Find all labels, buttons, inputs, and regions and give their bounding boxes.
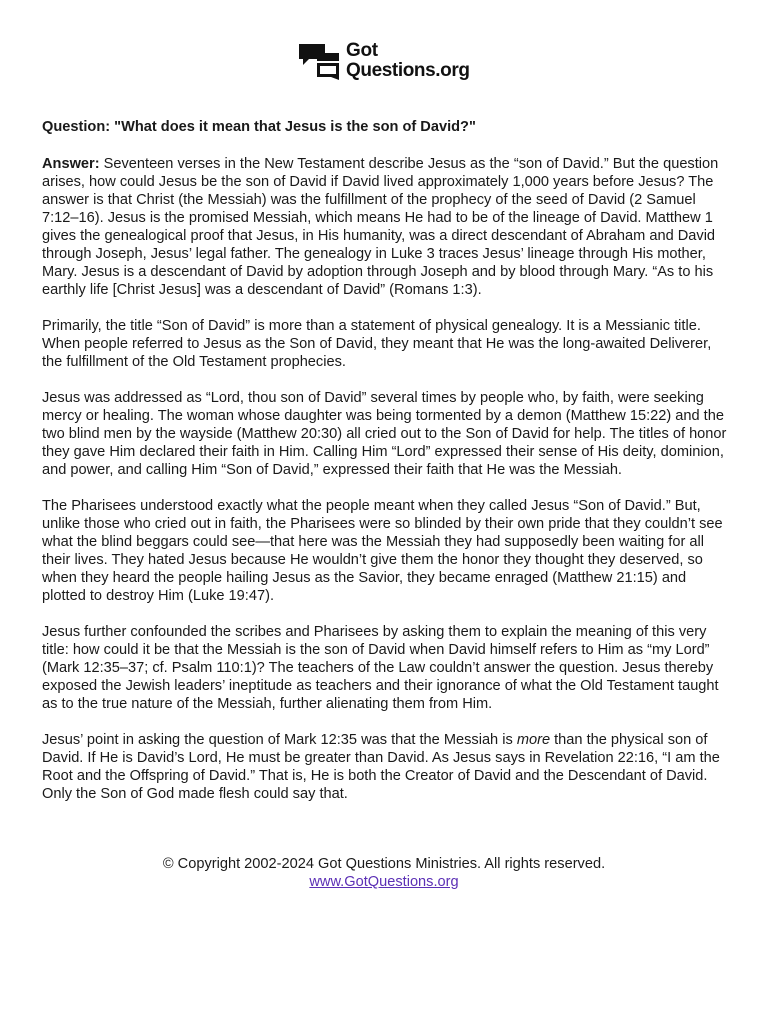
paragraph-messianic-title: Primarily, the title “Son of David” is more than a statement of physical genealogy. It is a Messianic title. When people referred to Jesus as the Son of David, they meant that He was the long-awaited Deliverer, the fulfillment of the Old Testament prophecies. — [42, 318, 712, 370]
logo-wordmark — [346, 41, 470, 80]
answer-paragraph — [42, 155, 730, 299]
conclusion-emphasis: more — [516, 732, 551, 748]
paragraph-text: Seventeen verses in the New Testament describe Jesus as the “son of David.” But the question arises, how could Jesus be the son of David if David lived approximately 1,000 years before Jesus? The answer is that Christ (the Messiah) was the fulfillment of the prophecy of the seed of David (2 Samuel 7:12–16). Jesus is the promised Messiah, which means He had to be of the lineage of David. Matthew 1 gives the genealogical proof that Jesus, in His humanity, was a direct descendant of Abraham and David through Joseph, Jesus’ legal father. The genealogy in Luke 3 traces Jesus’ lineage through His mother, Mary. Jesus is a descendant of David by adoption through Joseph and by blood through Mary. “As to his earthly life [Christ Jesus] was a descendant of David” (Romans 1:3). — [42, 156, 719, 298]
site-logo — [298, 41, 470, 80]
paragraph-pharisees: The Pharisees understood exactly what the people meant when they called Jesus “Son of David.” But, unlike those who cried out in faith, the Pharisees were so blinded by their own pride that they couldn’t see what the blind beggars could see—that here was the Messiah they had supposedly been waiting for all their lives. They hated Jesus because He wouldn’t give them the honor they thought they deserved, so when they heard the people hailing Jesus as the Savior, they became enraged (Matthew 21:15) and plotted to destroy Him (Luke 19:47). — [42, 498, 723, 604]
article-body — [42, 118, 730, 821]
paragraph-confounded: Jesus further confounded the scribes and Pharisees by asking them to explain the meaning of this very title: how could it be that the Messiah is the son of David when David himself refers to Him as “my Lord” (Mark 12:35–37; cf. Psalm 110:1)? The teachers of the Law couldn’t answer the question. Jesus thereby exposed the Jewish leaders’ ineptitude as teachers and their ignorance of what the Old Testament taught as to the true nature of the Messiah, further alienating them from Him. — [42, 624, 719, 712]
paragraph-conclusion — [42, 731, 730, 803]
logo-line-questions: Questions.org — [346, 60, 470, 81]
page-footer — [0, 855, 768, 891]
logo-line-got: Got — [346, 40, 378, 61]
speech-bubbles-logo-icon — [298, 42, 342, 80]
conclusion-text-after: than the physical son of David. If He is David’s Lord, He must be greater than David. As Jesus says in Revelation 22:16, “I am the Root and the Offspring of David.” That is, He is both the Creator of David and the Descendant of David. Only the Son of God made flesh could say that. — [42, 732, 720, 802]
paragraph-lord-son-of-david: Jesus was addressed as “Lord, thou son of David” several times by people who, by faith, were seeking mercy or healing. The woman whose daughter was being tormented by a demon (Matthew 15:22) and the two blind men by the wayside (Matthew 20:30) all cried out to the Son of David for help. The titles of honor they gave Him declared their faith in Him. Calling Him “Lord” expressed their sense of His deity, dominion, and power, and calling Him “Son of David,” expressed their faith that He was the Messiah. — [42, 390, 727, 478]
conclusion-text-before: Jesus’ point in asking the question of Mark 12:35 was that the Messiah is — [42, 732, 517, 748]
copyright-text: © Copyright 2002-2024 Got Questions Ministries. All rights reserved. — [162, 856, 606, 872]
gotquestions-link[interactable]: www.GotQuestions.org — [309, 874, 459, 890]
question-heading: Question: "What does it mean that Jesus is the son of David?" — [42, 119, 476, 135]
answer-label: Answer: — [42, 156, 100, 172]
